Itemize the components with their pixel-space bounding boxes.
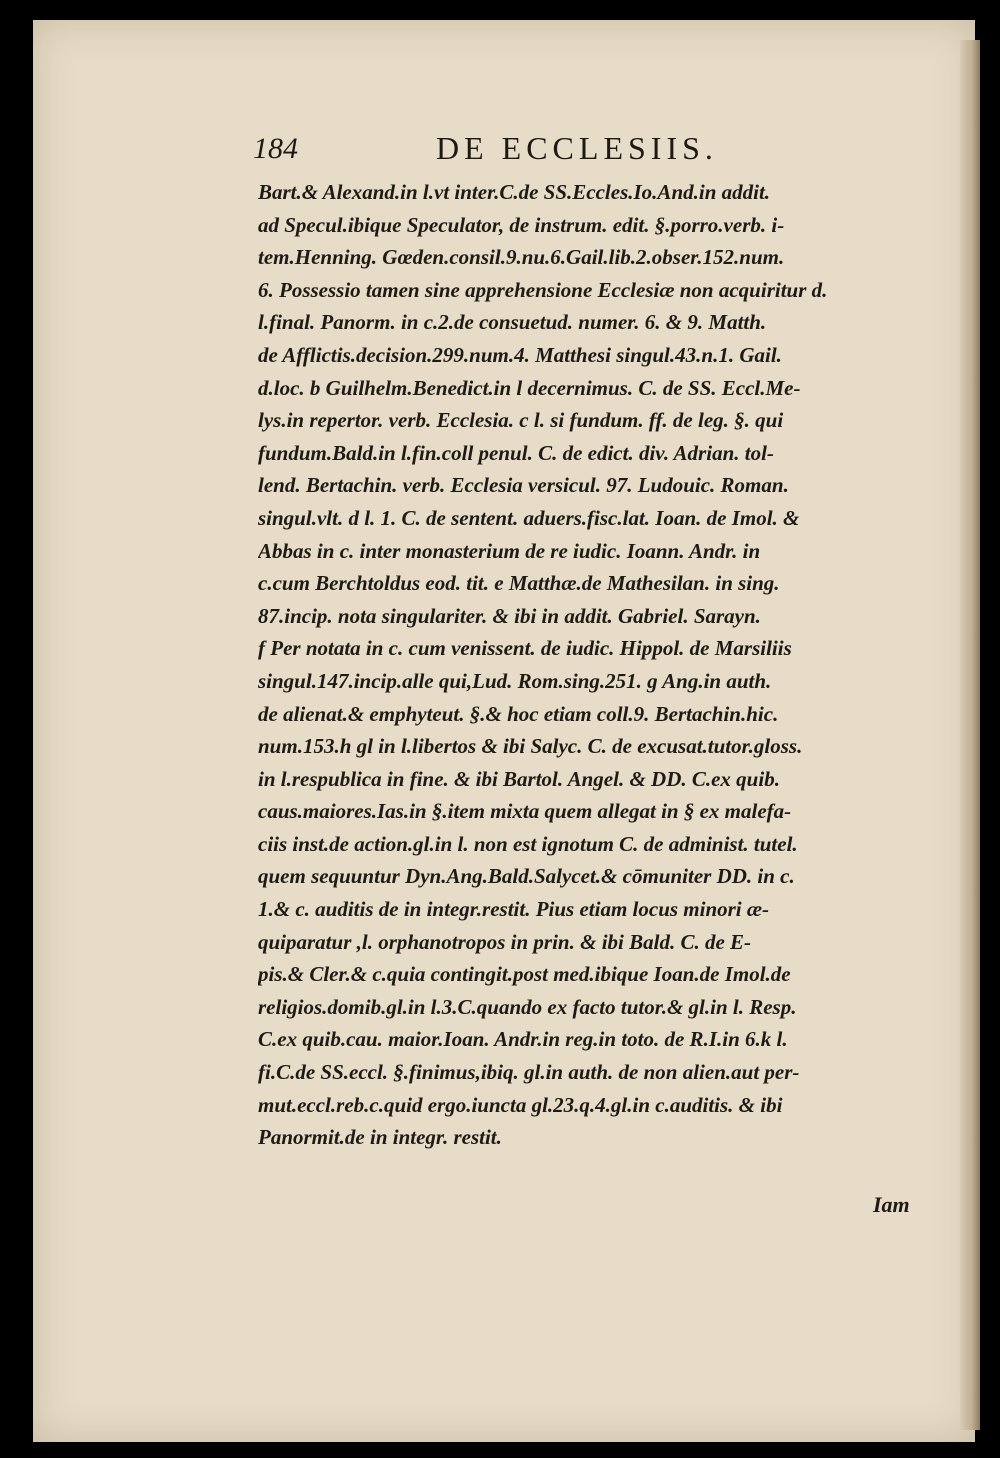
text-line: d.loc. b Guilhelm.Benedict.in l decernimus. C. de SS. Eccl.Me- bbox=[258, 375, 801, 400]
text-line: in l.respublica in fine. & ibi Bartol. Angel. & DD. C.ex quib. bbox=[258, 766, 780, 791]
text-line: 6. Possessio tamen sine apprehensione Ecclesiæ non acquiritur d. bbox=[258, 277, 828, 302]
text-line: C.ex quib.cau. maior.Ioan. Andr.in reg.in toto. de R.I.in 6.k l. bbox=[258, 1027, 788, 1052]
text-line: Abbas in c. inter monasterium de re iudic. Ioann. Andr. in bbox=[258, 538, 761, 563]
running-title: DE ECCLESIIS. bbox=[436, 130, 718, 166]
catchword: Iam bbox=[873, 1192, 910, 1217]
text-line: f Per notata in c. cum venissent. de iudic. Hippol. de Marsiliis bbox=[258, 636, 792, 661]
text-line: mut.eccl.reb.c.quid ergo.iuncta gl.23.q.4.gl.in c.auditis. & ibi bbox=[258, 1092, 783, 1117]
page-gutter bbox=[960, 40, 980, 1430]
text-line: lend. Bertachin. verb. Ecclesia versicul. 97. Ludouic. Roman. bbox=[258, 473, 789, 498]
text-line: c.cum Berchtoldus eod. tit. e Matthæ.de Mathesilan. in sing. bbox=[258, 571, 780, 596]
text-line: fi.C.de SS.eccl. §.finimus,ibiq. gl.in auth. de non alien.aut per- bbox=[258, 1060, 800, 1085]
text-line: ciis inst.de action.gl.in l. non est ignotum C. de administ. tutel. bbox=[258, 831, 798, 856]
text-line: num.153.h gl in l.libertos & ibi Salyc. C. de excusat.tutor.gloss. bbox=[258, 734, 803, 759]
body-text bbox=[258, 176, 920, 1154]
text-line: Bart.& Alexand.in l.vt inter.C.de SS.Eccles.Io.And.in addit. bbox=[258, 180, 771, 204]
text-line: Panormit.de in integr. restit. bbox=[258, 1125, 502, 1150]
text-line: fundum.Bald.in l.fin.coll penul. C. de edict. div. Adrian. tol- bbox=[258, 440, 774, 465]
text-line: singul.147.incip.alle qui,Lud. Rom.sing.251. g Ang.in auth. bbox=[258, 668, 772, 693]
text-line: lys.in repertor. verb. Ecclesia. c l. si fundum. ff. de leg. §. qui bbox=[258, 408, 784, 433]
text-line: tem.Henning. Gœden.consil.9.nu.6.Gail.lib.2.obser.152.num. bbox=[258, 245, 785, 270]
text-line: singul.vlt. d l. 1. C. de sentent. aduers.fisc.lat. Ioan. de Imol. & bbox=[258, 505, 800, 530]
text-line: pis.& Cler.& c.quia contingit.post med.ibique Ioan.de Imol.de bbox=[258, 962, 791, 987]
text-line: de alienat.& emphyteut. §.& hoc etiam coll.9. Bertachin.hic. bbox=[258, 701, 779, 726]
page-header bbox=[253, 128, 913, 176]
text-line: quiparatur ,l. orphanotropos in prin. & ibi Bald. C. de E- bbox=[258, 929, 752, 954]
text-line: 1.& c. auditis de in integr.restit. Pius etiam locus minori æ- bbox=[258, 897, 770, 922]
page-number: 184 bbox=[253, 132, 298, 165]
text-line: de Afflictis.decision.299.num.4. Matthesi singul.43.n.1. Gail. bbox=[258, 342, 782, 367]
text-line: religios.domib.gl.in l.3.C.quando ex facto tutor.& gl.in l. Resp. bbox=[258, 994, 797, 1019]
text-line: caus.maiores.Ias.in §.item mixta quem allegat in § ex malefa- bbox=[258, 799, 792, 824]
text-line: ad Specul.ibique Speculator, de instrum. edit. §.porro.verb. i- bbox=[258, 212, 785, 237]
text-line: l.final. Panorm. in c.2.de consuetud. numer. 6. & 9. Matth. bbox=[258, 310, 767, 335]
text-line: 87.incip. nota singulariter. & ibi in addit. Gabriel. Sarayn. bbox=[258, 603, 761, 628]
text-line: quem sequuntur Dyn.Ang.Bald.Salycet.& cōmuniter DD. in c. bbox=[258, 864, 795, 889]
